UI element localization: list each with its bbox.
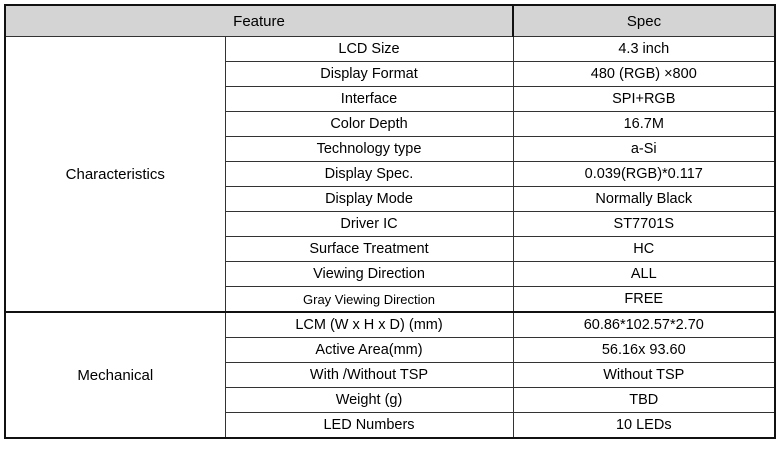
spec-cell: ST7701S: [513, 212, 775, 237]
table-row: [5, 37, 775, 62]
feature-cell: Technology type: [225, 137, 513, 162]
feature-cell: Display Spec.: [225, 162, 513, 187]
feature-cell: Viewing Direction: [225, 262, 513, 287]
spec-cell: Without TSP: [513, 363, 775, 388]
feature-cell: LCD Size: [225, 37, 513, 62]
spec-cell: SPI+RGB: [513, 87, 775, 112]
spec-cell: 16.7M: [513, 112, 775, 137]
table-row: [5, 312, 775, 338]
feature-cell: LCM (W x H x D) (mm): [225, 312, 513, 338]
header-spec: Spec: [513, 5, 775, 37]
feature-cell: Active Area(mm): [225, 338, 513, 363]
feature-cell: Surface Treatment: [225, 237, 513, 262]
spec-cell: 60.86*102.57*2.70: [513, 312, 775, 338]
feature-cell: Display Mode: [225, 187, 513, 212]
group-label-mechanical: Mechanical: [5, 312, 225, 438]
spec-cell: 10 LEDs: [513, 413, 775, 439]
spec-cell: Normally Black: [513, 187, 775, 212]
table-body: [5, 37, 775, 439]
spec-cell: 56.16x 93.60: [513, 338, 775, 363]
table-header: [5, 5, 775, 37]
spec-cell: 0.039(RGB)*0.117: [513, 162, 775, 187]
spec-cell: HC: [513, 237, 775, 262]
spec-cell: a-Si: [513, 137, 775, 162]
header-row: [5, 5, 775, 37]
group-label-characteristics: Characteristics: [5, 37, 225, 313]
spec-cell: TBD: [513, 388, 775, 413]
header-feature: Feature: [5, 5, 513, 37]
spec-cell: ALL: [513, 262, 775, 287]
feature-cell: Color Depth: [225, 112, 513, 137]
spec-cell: 480 (RGB) ×800: [513, 62, 775, 87]
spec-sheet: [0, 4, 784, 465]
feature-cell: Interface: [225, 87, 513, 112]
feature-cell: Display Format: [225, 62, 513, 87]
feature-cell: Driver IC: [225, 212, 513, 237]
spec-cell: FREE: [513, 287, 775, 313]
feature-cell: With /Without TSP: [225, 363, 513, 388]
specification-table: [4, 4, 776, 439]
feature-cell: Gray Viewing Direction: [225, 287, 513, 313]
feature-cell: Weight (g): [225, 388, 513, 413]
feature-cell: LED Numbers: [225, 413, 513, 439]
spec-cell: 4.3 inch: [513, 37, 775, 62]
